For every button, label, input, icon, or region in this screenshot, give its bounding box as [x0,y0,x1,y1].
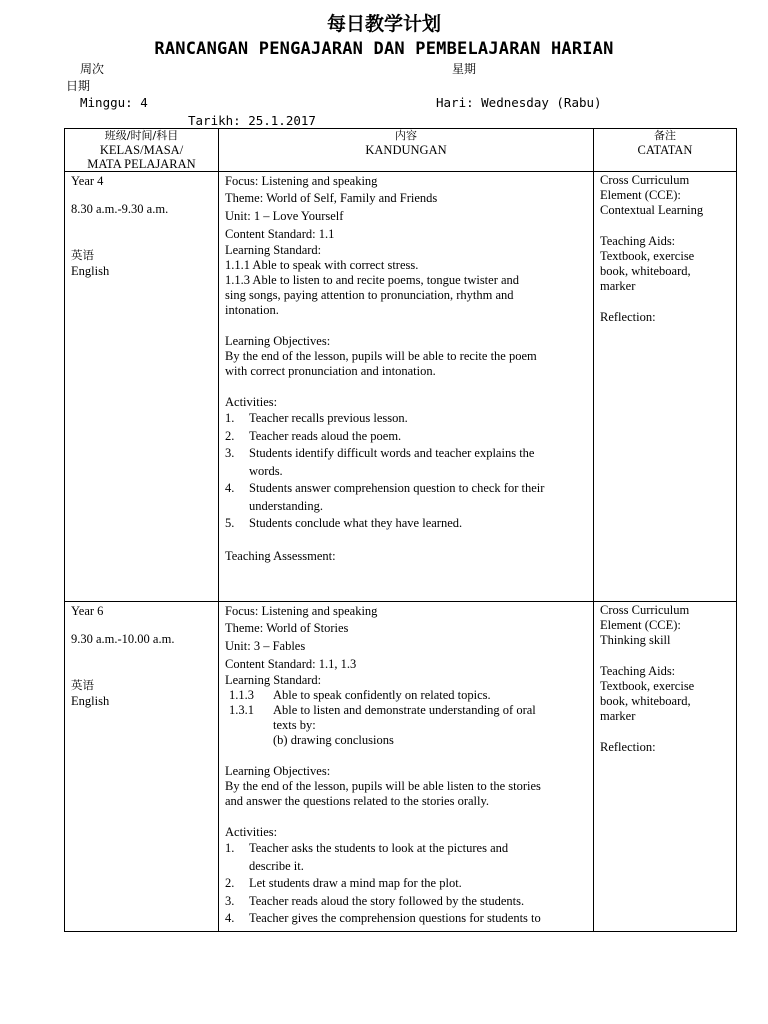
learning-standard-text: Able to speak confidently on related topics. [273,688,491,702]
objectives-text: By the end of the lesson, pupils will be able to recite the poem [225,349,537,363]
teaching-aids-label: Teaching Aids: [600,664,676,678]
list-item [225,910,587,928]
notes-cell [594,602,737,932]
table-row [65,602,737,932]
class-cell [65,172,219,602]
list-item-number: 2. [225,876,235,890]
cce-value: Thinking skill [600,633,671,647]
unit-text: Unit: 1 – Love Yourself [225,209,344,223]
column-header-content-cn: 内容 [395,129,417,142]
learning-standard-item [225,688,587,703]
list-item-text: Students conclude what they have learned. [249,516,463,530]
column-header-notes-line1: CATATAN [637,143,693,157]
teaching-aids-label: Teaching Aids: [600,234,676,248]
reflection-label: Reflection: [600,310,656,324]
teaching-aids-value: book, whiteboard, [600,264,691,278]
learning-standard-text: Able to listen and demonstrate understanding of oral [273,703,536,717]
teaching-aids-value: marker [600,709,636,723]
column-header-class [65,129,219,172]
cce-label: Element (CCE): [600,618,681,632]
objectives-text: and answer the questions related to the stories orally. [225,794,490,808]
week-field: Minggu: 4 [80,95,148,110]
class-cell [65,602,219,932]
learning-standard-item [225,703,587,718]
list-item-text: Teacher recalls previous lesson. [249,411,408,425]
class-name: Year 6 [71,604,104,618]
list-item-number: 4. [225,481,235,495]
day-field: Hari: Wednesday (Rabu) [436,95,602,110]
theme-text: Theme: World of Self, Family and Friends [225,191,438,205]
column-header-content-line1: KANDUNGAN [365,143,447,157]
column-header-notes [594,129,737,172]
week-label-chinese: 周次 [80,62,105,76]
date-label-chinese: 日期 [66,79,91,93]
list-item [225,480,587,515]
list-item-text: describe it. [249,858,304,873]
objectives-label: Learning Objectives: [225,334,331,348]
class-name: Year 4 [71,174,104,188]
table-row [65,172,737,602]
learning-standard-number: 1.1.3 [229,688,254,702]
learning-standard-item: 1.1.1 Able to speak with correct stress. [225,258,419,272]
learning-standard-text: texts by: [273,718,316,732]
reflection-label: Reflection: [600,740,656,754]
learning-standard-item-cont: intonation. [225,303,279,317]
subject-chinese: 英语 [71,678,94,692]
activities-label: Activities: [225,825,278,839]
list-item [225,445,587,480]
theme-text: Theme: World of Stories [225,621,349,635]
list-item [225,875,587,893]
column-header-class-line2: MATA PELAJARAN [87,157,196,171]
column-header-class-cn: 班级/时间/科目 [104,129,179,142]
list-item-text: words. [249,463,283,478]
list-item [225,893,587,911]
page-title: RANCANGAN PENGAJARAN DAN PEMBELAJARAN HARIAN [154,39,614,59]
list-item-text: Students answer comprehension question to check for their [249,481,545,495]
list-item [225,428,587,446]
list-item-text: Teacher reads aloud the story followed by the students. [249,893,525,908]
column-header-notes-cn: 备注 [654,129,676,142]
list-item-number: 1. [225,841,235,855]
subject-chinese: 英语 [71,248,94,262]
list-item-text: Teacher gives the comprehension questions for students to [249,911,541,925]
list-item [225,840,587,875]
activities-list [225,410,587,533]
class-time: 8.30 a.m.-9.30 a.m. [71,202,169,216]
learning-standard-item: 1.1.3 Able to listen to and recite poems, tongue twister and [225,273,520,287]
learning-standard-text: (b) drawing conclusions [273,733,394,747]
teaching-assessment-label: Teaching Assessment: [225,548,336,563]
content-cell [219,602,594,932]
page-title-chinese: 每日教学计划 [326,13,441,35]
list-item-number: 3. [225,893,235,908]
teaching-aids-value: Textbook, exercise [600,249,695,263]
learning-standard-number: 1.3.1 [229,703,254,717]
list-item-number: 1. [225,411,235,425]
list-item-text: understanding. [249,498,323,513]
lesson-plan-table [64,128,737,932]
list-item-text: Teacher asks the students to look at the pictures and [249,841,509,855]
list-item-text: Students identify difficult words and teacher explains the [249,446,535,460]
table-header-row [65,129,737,172]
subject-name: English [71,694,110,708]
column-header-class-line1: KELAS/MASA/ [99,143,184,157]
focus-text: Focus: Listening and speaking [225,604,378,618]
list-item-text: Teacher reads aloud the poem. [249,428,402,443]
objectives-label: Learning Objectives: [225,764,331,778]
list-item [225,410,587,428]
teaching-aids-value: Textbook, exercise [600,679,695,693]
column-header-content [219,129,594,172]
teaching-aids-value: book, whiteboard, [600,694,691,708]
activities-label: Activities: [225,395,278,409]
content-standard-text: Content Standard: 1.1, 1.3 [225,657,357,671]
objectives-text: with correct pronunciation and intonation. [225,364,436,378]
unit-text: Unit: 3 – Fables [225,639,306,653]
learning-standard-item-cont: sing songs, paying attention to pronunciation, rhythm and [225,288,514,302]
class-time: 9.30 a.m.-10.00 a.m. [71,632,175,646]
objectives-text: By the end of the lesson, pupils will be able listen to the stories [225,779,541,793]
notes-cell [594,172,737,602]
cce-value: Contextual Learning [600,203,704,217]
list-item-number: 3. [225,446,235,460]
cce-label: Cross Curriculum [600,603,690,617]
learning-standard-label: Learning Standard: [225,243,322,257]
teaching-aids-value: marker [600,279,636,293]
list-item-number: 5. [225,516,235,530]
list-item [225,515,587,533]
date-field: Tarikh: 25.1.2017 [188,113,316,128]
activities-list [225,840,587,928]
content-standard-text: Content Standard: 1.1 [225,227,335,241]
subject-name: English [71,264,110,278]
content-cell [219,172,594,602]
day-label-chinese: 星期 [452,62,477,76]
list-item-number: 4. [225,911,235,925]
list-item-number: 2. [225,428,235,443]
list-item-text: Let students draw a mind map for the plot. [249,876,462,890]
learning-standard-label: Learning Standard: [225,673,322,687]
cce-label: Element (CCE): [600,188,681,202]
cce-label: Cross Curriculum [600,173,690,187]
focus-text: Focus: Listening and speaking [225,174,378,188]
